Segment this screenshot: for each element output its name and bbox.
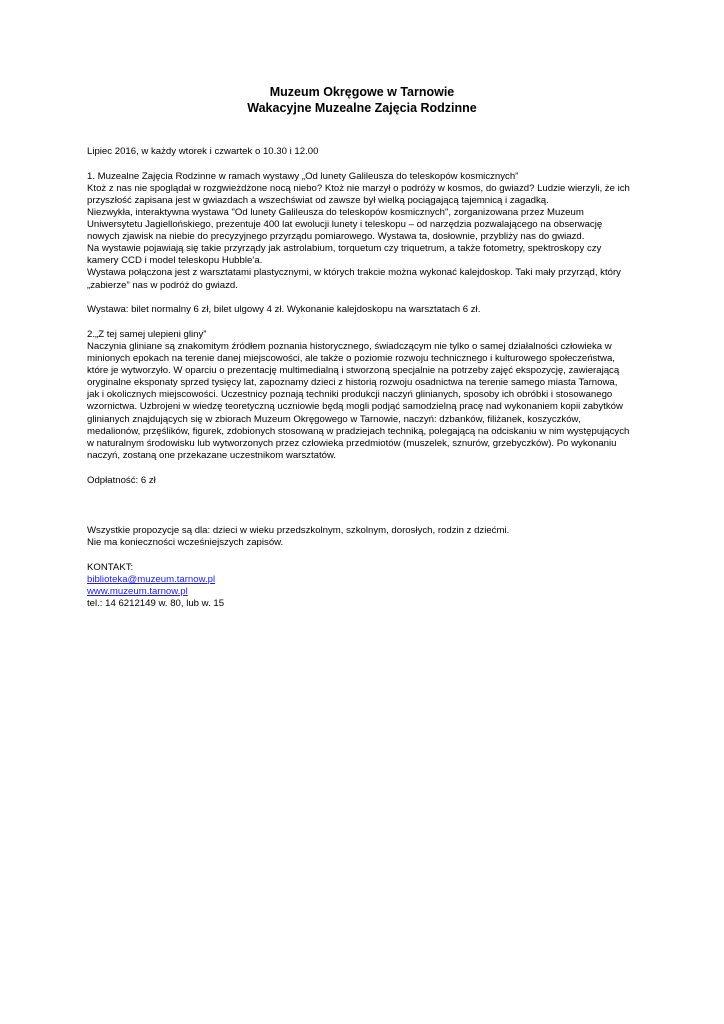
spacer: [87, 158, 643, 171]
section1-text-line: Na wystawie pojawiają się takie przyrządy jak astrolabium, torquetum czy triquetrum, a także fotometry, spektroskopy czy: [87, 243, 602, 255]
section2-heading: 2.„Z tej samej ulepieni gliny”: [87, 328, 207, 340]
document-subtitle: Wakacyjne Muzealne Zajęcia Rodzinne: [247, 101, 477, 115]
phone-number: tel.: 14 6212149 w. 80, lub w. 15: [87, 598, 225, 610]
section1-price: Wystawa: bilet normalny 6 zł, bilet ulgowy 4 zł. Wykonanie kalejdoskopu na warsztatach 6 zł.: [87, 304, 481, 316]
email-link[interactable]: biblioteka@muzeum.tarnow.pl: [87, 574, 216, 586]
spacer: [87, 549, 643, 562]
section2-text-line: glinianych znajdujących się w zbiorach Muzeum Okręgowego w Tarnowie, naczyń: dzbanków, filiżanek, koszyczków,: [87, 413, 581, 425]
section1-text-line: Niezwykła, interaktywna wystawa "Od lunety Galileusza do teleskopów kosmicznych", zorganizowana przez Muzeum: [87, 206, 584, 218]
document-title: Muzeum Okręgowe w Tarnowie: [269, 85, 455, 99]
section2-text-line: naczyń, zostaną one przekazane uczestnikom warsztatów.: [87, 449, 337, 461]
section2-text-line: medalionów, przęślików, figurek, zdobionych stosowaną w pradziejach techniką, polegającą na odciskaniu w nim występujących: [87, 425, 630, 437]
section2-price: Odpłatność: 6 zł: [87, 474, 156, 486]
section1-text-line: nowych zjawisk na niebie do precyzyjnego przyrządu pomiarowego. Wystawa ta, dosłownie, przybliży nas do gwiazd.: [87, 231, 585, 243]
section1-heading: 1. Muzealne Zajęcia Rodzinne w ramach wystawy „Od lunety Galileusza do teleskopów kosmicznych”: [87, 170, 519, 182]
document-header: [0, 84, 724, 116]
contact-heading: KONTAKT:: [87, 562, 134, 573]
section2-text-line: minionych epokach na terenie danej miejscowości, ale także o poziomie rozwoju technicznego i kulturowego społeczeństwa,: [87, 353, 615, 365]
section-telescopes: [87, 171, 643, 317]
section-clay: [87, 329, 643, 487]
section1-text-line: Ktoż z nas nie spoglądał w rozgwieżdżone nocą niebo? Ktoż nie marzył o podróży w kosmos, do gwiazd? Ludzie wierzyli, że ich: [87, 182, 630, 194]
document-body: [87, 146, 643, 610]
section1-text-line: „zabierze” nas w podróż do gwiazd.: [87, 279, 238, 291]
audience-info: [87, 525, 643, 549]
schedule-line: Lipiec 2016, w każdy wtorek i czwartek o 10.30 i 12.00: [87, 146, 319, 157]
section2-text-line: w naturalnym środowisku lub wytworzonych przez człowieka przedmiotów (muszelek, sznurów, grzebyczków). Po wykonaniu: [87, 437, 617, 449]
spacer: [87, 513, 643, 526]
contact-block: [87, 562, 643, 610]
spacer: [87, 292, 643, 305]
website-link[interactable]: www.muzeum.tarnow.pl: [87, 586, 188, 598]
spacer: [87, 487, 643, 513]
section2-text-line: oryginalne eksponaty sprzed tysięcy lat, zapoznamy dzieci z historią rozwoju osadnictwa na terenie samego miasta Tarnowa,: [87, 377, 618, 389]
section2-text-line: jak i okolicznych miejscowości. Uczestnicy poznają techniki produkcji naczyń glinianych, sposoby ich obróbki i stosowanego: [87, 389, 613, 401]
spacer: [87, 462, 643, 475]
section1-text-line: Uniwersytetu Jagiellońskiego, prezentuje 400 lat ewolucji lunety i teleskopu – od narzędzia pozwalającego na obserwację: [87, 219, 603, 231]
section2-text-line: Naczynia gliniane są znakomitym źródłem poznania historycznego, świadczącym nie tylko o samej działalności człowieka w: [87, 341, 612, 352]
audience-line: Wszystkie propozycje są dla: dzieci w wieku przedszkolnym, szkolnym, dorosłych, rodzin z dziećmi.: [87, 525, 510, 537]
section1-text-line: kamery CCD i model teleskopu Hubble’a.: [87, 255, 263, 267]
section2-text-line: wzornictwa. Uzbrojeni w wiedzę teoretyczną uczniowie będą mogli podjąć samodzielną pracę nad wykonaniem kopii zabytków: [87, 401, 623, 413]
section1-text-line: przyszłość zapisana jest w gwiazdach a wszechświat od zawsze był wielką pociągającą tajemnicą i zagadką.: [87, 194, 549, 206]
spacer: [87, 316, 643, 329]
registration-line: Nie ma konieczności wcześniejszych zapisów.: [87, 537, 284, 549]
section2-text-line: które je wytworzyło. W oparciu o prezentację multimedialną i stworzoną specjalnie na potrzeby zajęć ekspozycję, zawierającą: [87, 365, 620, 377]
section1-text-line: Wystawa połączona jest z warsztatami plastycznymi, w których trakcie można wykonać kalejdoskop. Taki mały przyrząd, który: [87, 267, 621, 279]
